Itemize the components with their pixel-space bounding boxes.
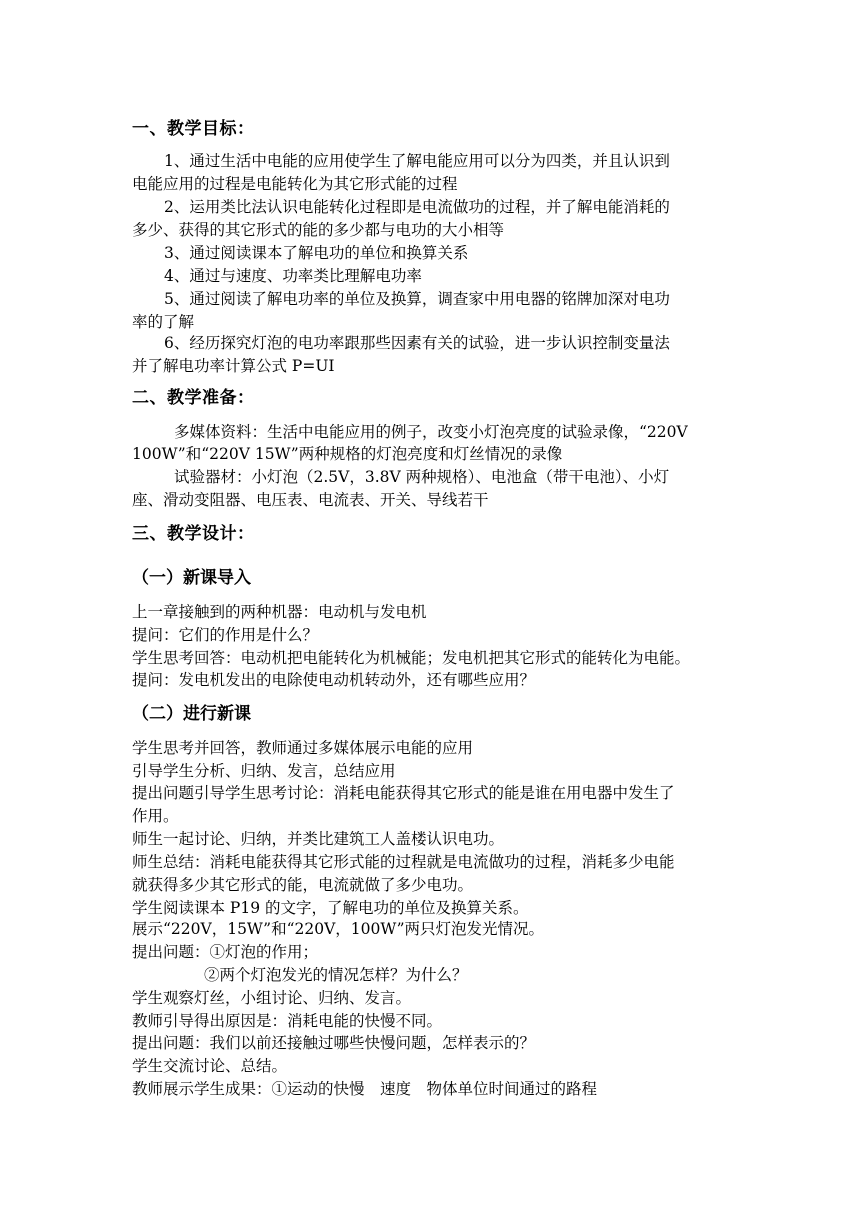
paragraph-line: 100W”和“220V 15W”两种规格的灯泡亮度和灯丝情况的录像	[132, 445, 563, 463]
paragraph-line: 师生一起讨论、归纳，并类比建筑工人盖楼认识电功。	[132, 830, 505, 848]
paragraph-line: 引导学生分析、归纳、发言，总结应用	[132, 762, 396, 780]
paragraph-line: 学生思考并回答，教师通过多媒体展示电能的应用	[132, 739, 474, 757]
paragraph-line: 提出问题：①灯泡的作用；	[132, 943, 319, 961]
paragraph-line: 多少、获得的其它形式的能的多少都与电功的大小相等	[132, 221, 505, 239]
section-heading-design: 三、教学设计：	[132, 524, 255, 544]
section-heading-objectives: 一、教学目标：	[132, 119, 255, 139]
paragraph-line: 师生总结：消耗电能获得其它形式能的过程就是电流做功的过程，消耗多少电能	[132, 853, 675, 871]
paragraph-line: 展示“220V，15W”和“220V，100W”两只灯泡发光情况。	[132, 920, 544, 938]
paragraph-line: 提问：它们的作用是什么？	[132, 626, 319, 644]
paragraph-line: 试验器材：小灯泡（2.5V，3.8V 两种规格）、电池盒（带干电池）、小灯	[174, 468, 670, 486]
subsection-heading-intro: （一）新课导入	[132, 568, 251, 588]
paragraph-line: 作用。	[132, 807, 179, 825]
paragraph-line: 电能应用的过程是电能转化为其它形式能的过程	[132, 175, 458, 193]
paragraph-line: 提出问题引导学生思考讨论：消耗电能获得其它形式的能是谁在用电器中发生了	[132, 784, 675, 802]
paragraph-line: 学生观察灯丝，小组讨论、归纳、发言。	[132, 989, 412, 1007]
paragraph-line: ②两个灯泡发光的情况怎样？为什么？	[204, 966, 468, 984]
paragraph-line: 多媒体资料：生活中电能应用的例子，改变小灯泡亮度的试验录像，“220V	[174, 423, 688, 441]
paragraph-line: 2、运用类比法认识电能转化过程即是电流做功的过程，并了解电能消耗的	[164, 198, 670, 216]
paragraph-line: 并了解电功率计算公式 P=UI	[132, 357, 335, 375]
paragraph-line: 提出问题：我们以前还接触过哪些快慢问题，怎样表示的？	[132, 1034, 536, 1052]
paragraph-line: 提问：发电机发出的电除使电动机转动外，还有哪些应用？	[132, 671, 536, 689]
paragraph-line: 教师引导得出原因是：消耗电能的快慢不同。	[132, 1012, 443, 1030]
paragraph-line: 3、通过阅读课本了解电功的单位和换算关系	[164, 244, 469, 262]
paragraph-line: 学生交流讨论、总结。	[132, 1057, 288, 1075]
paragraph-line: 1、通过生活中电能的应用使学生了解电能应用可以分为四类，并且认识到	[164, 152, 670, 170]
paragraph-line: 学生思考回答：电动机把电能转化为机械能；发电机把其它形式的能转化为电能。	[132, 649, 691, 667]
paragraph-line: 就获得多少其它形式的能，电流就做了多少电功。	[132, 876, 474, 894]
paragraph-line: 教师展示学生成果：①运动的快慢 速度 物体单位时间通过的路程	[132, 1080, 598, 1098]
section-heading-preparation: 二、教学准备：	[132, 388, 255, 408]
paragraph-line: 座、滑动变阻器、电压表、电流表、开关、导线若干	[132, 491, 489, 509]
paragraph-line: 6、经历探究灯泡的电功率跟那些因素有关的试验，进一步认识控制变量法	[164, 334, 670, 352]
subsection-heading-new-lesson: （二）进行新课	[132, 704, 251, 724]
paragraph-line: 4、通过与速度、功率类比理解电功率	[164, 267, 422, 285]
paragraph-line: 率的了解	[132, 313, 195, 331]
paragraph-line: 5、通过阅读了解电功率的单位及换算，调查家中用电器的铭牌加深对电功	[164, 290, 670, 308]
paragraph-line: 学生阅读课本 P19 的文字，了解电功的单位及换算关系。	[132, 899, 529, 917]
paragraph-line: 上一章接触到的两种机器：电动机与发电机	[132, 603, 427, 621]
